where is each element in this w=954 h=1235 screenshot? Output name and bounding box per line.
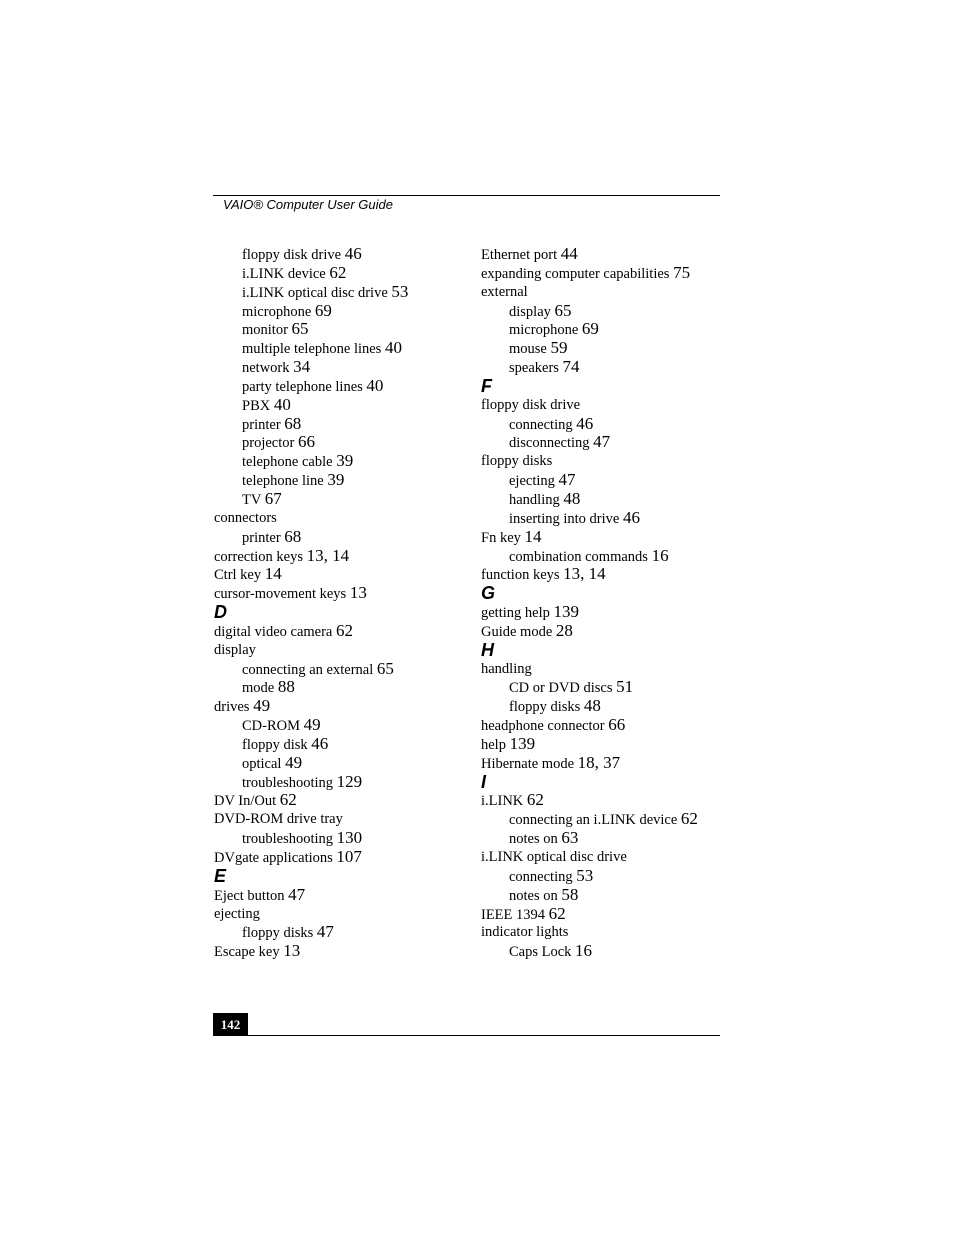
index-term: connecting an i.LINK device (509, 812, 678, 829)
page-reference[interactable]: 139 (553, 602, 579, 622)
index-entry (481, 923, 731, 942)
page-reference[interactable]: 14 (264, 564, 282, 584)
index-subentry (481, 678, 731, 697)
index-term: Guide mode (481, 623, 553, 640)
index-term: floppy disks (242, 925, 314, 942)
page-reference[interactable]: 129 (336, 771, 363, 791)
index-subentry (214, 829, 464, 848)
index-entry (214, 942, 464, 961)
page-reference[interactable]: 16 (651, 545, 669, 565)
page-reference[interactable]: 67 (264, 488, 282, 508)
index-term: expanding computer capabilities (481, 265, 670, 282)
index-term: indicator lights (481, 924, 569, 941)
index-term: connecting an external (242, 661, 374, 678)
index-subentry (481, 810, 731, 829)
index-term: function keys (481, 567, 560, 584)
page-reference[interactable]: 18, 37 (577, 752, 621, 772)
index-entry (481, 283, 731, 302)
index-term: Ethernet port (481, 247, 558, 263)
page-reference[interactable]: 44 (560, 244, 578, 263)
index-entry (481, 754, 731, 773)
page-reference[interactable]: 62 (526, 790, 544, 810)
index-entry (481, 565, 731, 584)
index-subentry (481, 697, 731, 716)
page-reference[interactable]: 46 (344, 244, 362, 263)
index-term: ejecting (509, 473, 555, 490)
index-term: floppy disk drive (481, 396, 581, 413)
index-subentry (214, 773, 464, 792)
index-subentry (481, 415, 731, 434)
page-reference[interactable]: 48 (563, 488, 581, 508)
index-subentry (481, 547, 731, 566)
index-term: connecting (509, 416, 573, 433)
index-subentry (214, 923, 464, 942)
index-subentry (481, 942, 731, 961)
index-term: correction keys (214, 548, 303, 565)
index-term: microphone (242, 303, 312, 320)
page-reference[interactable]: 53 (391, 281, 409, 301)
page-reference[interactable]: 65 (376, 658, 394, 678)
index-entry (481, 716, 731, 735)
index-entry (214, 565, 464, 584)
index-term: mode (242, 680, 275, 697)
index-term: troubleshooting (242, 831, 334, 848)
index-subentry (214, 264, 464, 283)
page-reference[interactable]: 63 (561, 828, 579, 848)
page-reference[interactable]: 34 (293, 357, 311, 377)
index-term: connectors (214, 509, 277, 526)
page-reference[interactable]: 68 (284, 526, 302, 546)
index-term: digital video camera (214, 623, 333, 640)
index-term: i.LINK optical disc drive (481, 849, 627, 865)
index-term: display (509, 303, 551, 320)
section-letter: H (481, 639, 494, 660)
index-column-left (214, 245, 464, 961)
section-letter: F (481, 375, 492, 396)
index-term: TV (242, 491, 262, 508)
index-term: projector (242, 435, 295, 452)
index-subentry (214, 716, 464, 735)
index-term: getting help (481, 605, 550, 622)
page-reference[interactable]: 13 (349, 583, 367, 603)
page-reference[interactable]: 66 (297, 432, 315, 452)
index-term: telephone line (242, 473, 324, 490)
index-term: speakers (509, 360, 559, 377)
index-term: floppy disks (481, 453, 553, 470)
index-entry (481, 245, 731, 264)
page-reference[interactable]: 58 (561, 884, 579, 904)
page-reference[interactable]: 66 (608, 715, 626, 735)
page-reference[interactable]: 40 (384, 338, 402, 358)
page-reference[interactable]: 62 (329, 262, 347, 282)
page-reference[interactable]: 68 (284, 413, 302, 433)
index-term: help (481, 736, 506, 753)
page-reference[interactable]: 62 (336, 620, 353, 640)
index-term: DVD-ROM drive tray (214, 811, 343, 828)
page-reference[interactable]: 46 (576, 413, 594, 433)
index-term: headphone connector (481, 718, 605, 735)
index-term: i.LINK device (242, 265, 326, 282)
index-term: connecting (509, 868, 573, 885)
index-term: display (214, 641, 256, 658)
index-subentry (481, 829, 731, 848)
index-term: floppy disks (509, 699, 581, 716)
index-subentry (214, 735, 464, 754)
footer-rule (213, 1035, 720, 1036)
index-term: notes on (509, 831, 558, 848)
page-reference[interactable]: 59 (550, 338, 568, 358)
page-reference[interactable]: 13 (283, 941, 301, 961)
page-reference[interactable]: 51 (616, 677, 634, 697)
page-reference[interactable]: 47 (558, 470, 576, 490)
index-term: notes on (509, 887, 558, 904)
index-entry (214, 886, 464, 905)
index-term: monitor (242, 322, 288, 339)
index-term: mouse (509, 341, 547, 358)
index-term: printer (242, 416, 281, 433)
index-term: PBX (242, 397, 271, 414)
page-reference[interactable]: 130 (336, 828, 363, 848)
page-reference[interactable]: 47 (288, 884, 306, 904)
index-entry (214, 584, 464, 603)
index-entry (481, 905, 731, 924)
index-subentry (214, 471, 464, 490)
index-term: DV In/Out (214, 793, 277, 810)
page-reference[interactable]: 39 (327, 470, 345, 490)
index-term: i.LINK optical disc drive (242, 284, 388, 301)
page-reference[interactable]: 46 (622, 507, 640, 527)
page-reference[interactable]: 16 (575, 941, 593, 961)
page-reference[interactable]: 107 (336, 847, 362, 866)
index-entry (214, 848, 464, 867)
index-subentry (214, 245, 464, 264)
page-reference[interactable]: 49 (253, 696, 271, 716)
index-entry (481, 660, 731, 679)
index-subentry (214, 754, 464, 773)
index-term: floppy disk (242, 736, 308, 753)
index-term: printer (242, 529, 281, 546)
index-subentry (214, 283, 464, 302)
page-reference[interactable]: 39 (336, 451, 354, 471)
index-term: troubleshooting (242, 774, 334, 791)
index-entry (481, 735, 731, 754)
index-entry (481, 264, 731, 283)
index-term: handling (509, 491, 560, 508)
index-subentry (481, 886, 731, 905)
index-entry (481, 452, 731, 471)
index-subentry (481, 471, 731, 490)
index-term: Caps Lock (509, 944, 572, 961)
index-term: inserting into drive (509, 510, 620, 527)
index-subentry (481, 433, 731, 452)
index-term: disconnecting (509, 435, 590, 452)
index-subentry (214, 660, 464, 679)
index-term: Fn key (481, 529, 521, 546)
section-letter: E (214, 865, 227, 886)
page-reference[interactable]: 69 (314, 300, 332, 320)
page-reference[interactable]: 49 (285, 752, 303, 772)
index-term: Ctrl key (214, 567, 262, 584)
page-reference[interactable]: 75 (673, 262, 691, 282)
page-reference[interactable]: 62 (680, 809, 698, 829)
index-subentry (214, 339, 464, 358)
index-entry (214, 697, 464, 716)
index-subentry (214, 320, 464, 339)
index-term: optical (242, 755, 282, 772)
index-term: external (481, 283, 528, 300)
section-letter: D (214, 602, 227, 623)
index-term: Escape key (214, 944, 280, 961)
index-subentry (481, 339, 731, 358)
page-reference[interactable]: 13, 14 (306, 545, 350, 565)
page-reference[interactable]: 65 (291, 319, 309, 339)
index-term: network (242, 360, 290, 377)
index-entry (481, 848, 731, 867)
page-reference[interactable]: 14 (524, 526, 542, 546)
page-reference[interactable]: 49 (303, 715, 321, 735)
index-term: IEEE 1394 (481, 906, 546, 923)
index-term: telephone cable (242, 454, 333, 471)
index-term: Hibernate mode (481, 755, 575, 772)
index-term: drives (214, 699, 250, 716)
index-subentry (481, 509, 731, 528)
page-number: 142 (213, 1013, 248, 1036)
index-subentry (214, 302, 464, 321)
index-entry (481, 791, 731, 810)
index-column-right (481, 245, 731, 961)
index-subentry (214, 490, 464, 509)
header-rule (213, 195, 720, 196)
index-subentry (214, 528, 464, 547)
index-term: multiple telephone lines (242, 341, 382, 358)
index-term: DVgate applications (214, 850, 333, 866)
index-subentry (481, 867, 731, 886)
index-term: combination commands (509, 548, 648, 565)
index-entry (214, 641, 464, 660)
index-subentry (214, 415, 464, 434)
index-entry (214, 509, 464, 528)
page-reference[interactable]: 47 (316, 922, 334, 942)
index-subentry (214, 678, 464, 697)
index-entry (214, 905, 464, 924)
index-subentry (481, 490, 731, 509)
page-reference[interactable]: 46 (311, 733, 329, 753)
page-reference[interactable]: 62 (279, 790, 297, 810)
page-reference[interactable]: 62 (548, 903, 566, 923)
page-reference[interactable]: 88 (277, 677, 295, 697)
index-subentry (481, 320, 731, 339)
index-term: cursor-movement keys (214, 586, 347, 603)
index-entry (481, 622, 731, 641)
index-term: microphone (509, 322, 579, 339)
index-term: party telephone lines (242, 378, 363, 395)
index-term: handling (481, 660, 532, 677)
section-letter: G (481, 583, 496, 604)
index-entry (214, 547, 464, 566)
index-term: CD or DVD discs (509, 680, 613, 697)
index-term: floppy disk drive (242, 247, 342, 263)
index-term: ejecting (214, 905, 260, 922)
page-reference[interactable]: 13, 14 (563, 564, 606, 584)
page-reference[interactable]: 65 (554, 300, 572, 320)
running-header: VAIO® Computer User Guide (223, 197, 393, 212)
page-reference[interactable]: 48 (583, 696, 601, 716)
page-reference[interactable]: 139 (509, 733, 536, 753)
index-entry (214, 791, 464, 810)
index-entry (481, 603, 731, 622)
index-entry (214, 622, 464, 641)
page-reference[interactable]: 53 (576, 865, 594, 885)
page-reference[interactable]: 74 (562, 357, 580, 377)
page-reference[interactable]: 69 (581, 319, 599, 339)
index-subentry (214, 452, 464, 471)
page-reference[interactable]: 40 (366, 375, 384, 395)
index-entry (214, 810, 464, 829)
index-term: Eject button (214, 887, 285, 904)
index-subentry (214, 377, 464, 396)
index-term: CD-ROM (242, 718, 301, 735)
index-subentry (481, 302, 731, 321)
page-reference[interactable]: 40 (273, 394, 291, 414)
index-subentry (214, 433, 464, 452)
page-reference[interactable]: 47 (593, 432, 611, 452)
index-term: i.LINK (481, 793, 524, 810)
index-entry (481, 528, 731, 547)
index-subentry (481, 358, 731, 377)
index-entry (481, 396, 731, 415)
index-subentry (214, 358, 464, 377)
index-subentry (214, 396, 464, 415)
page-reference[interactable]: 28 (555, 620, 573, 640)
section-letter: I (481, 771, 487, 792)
